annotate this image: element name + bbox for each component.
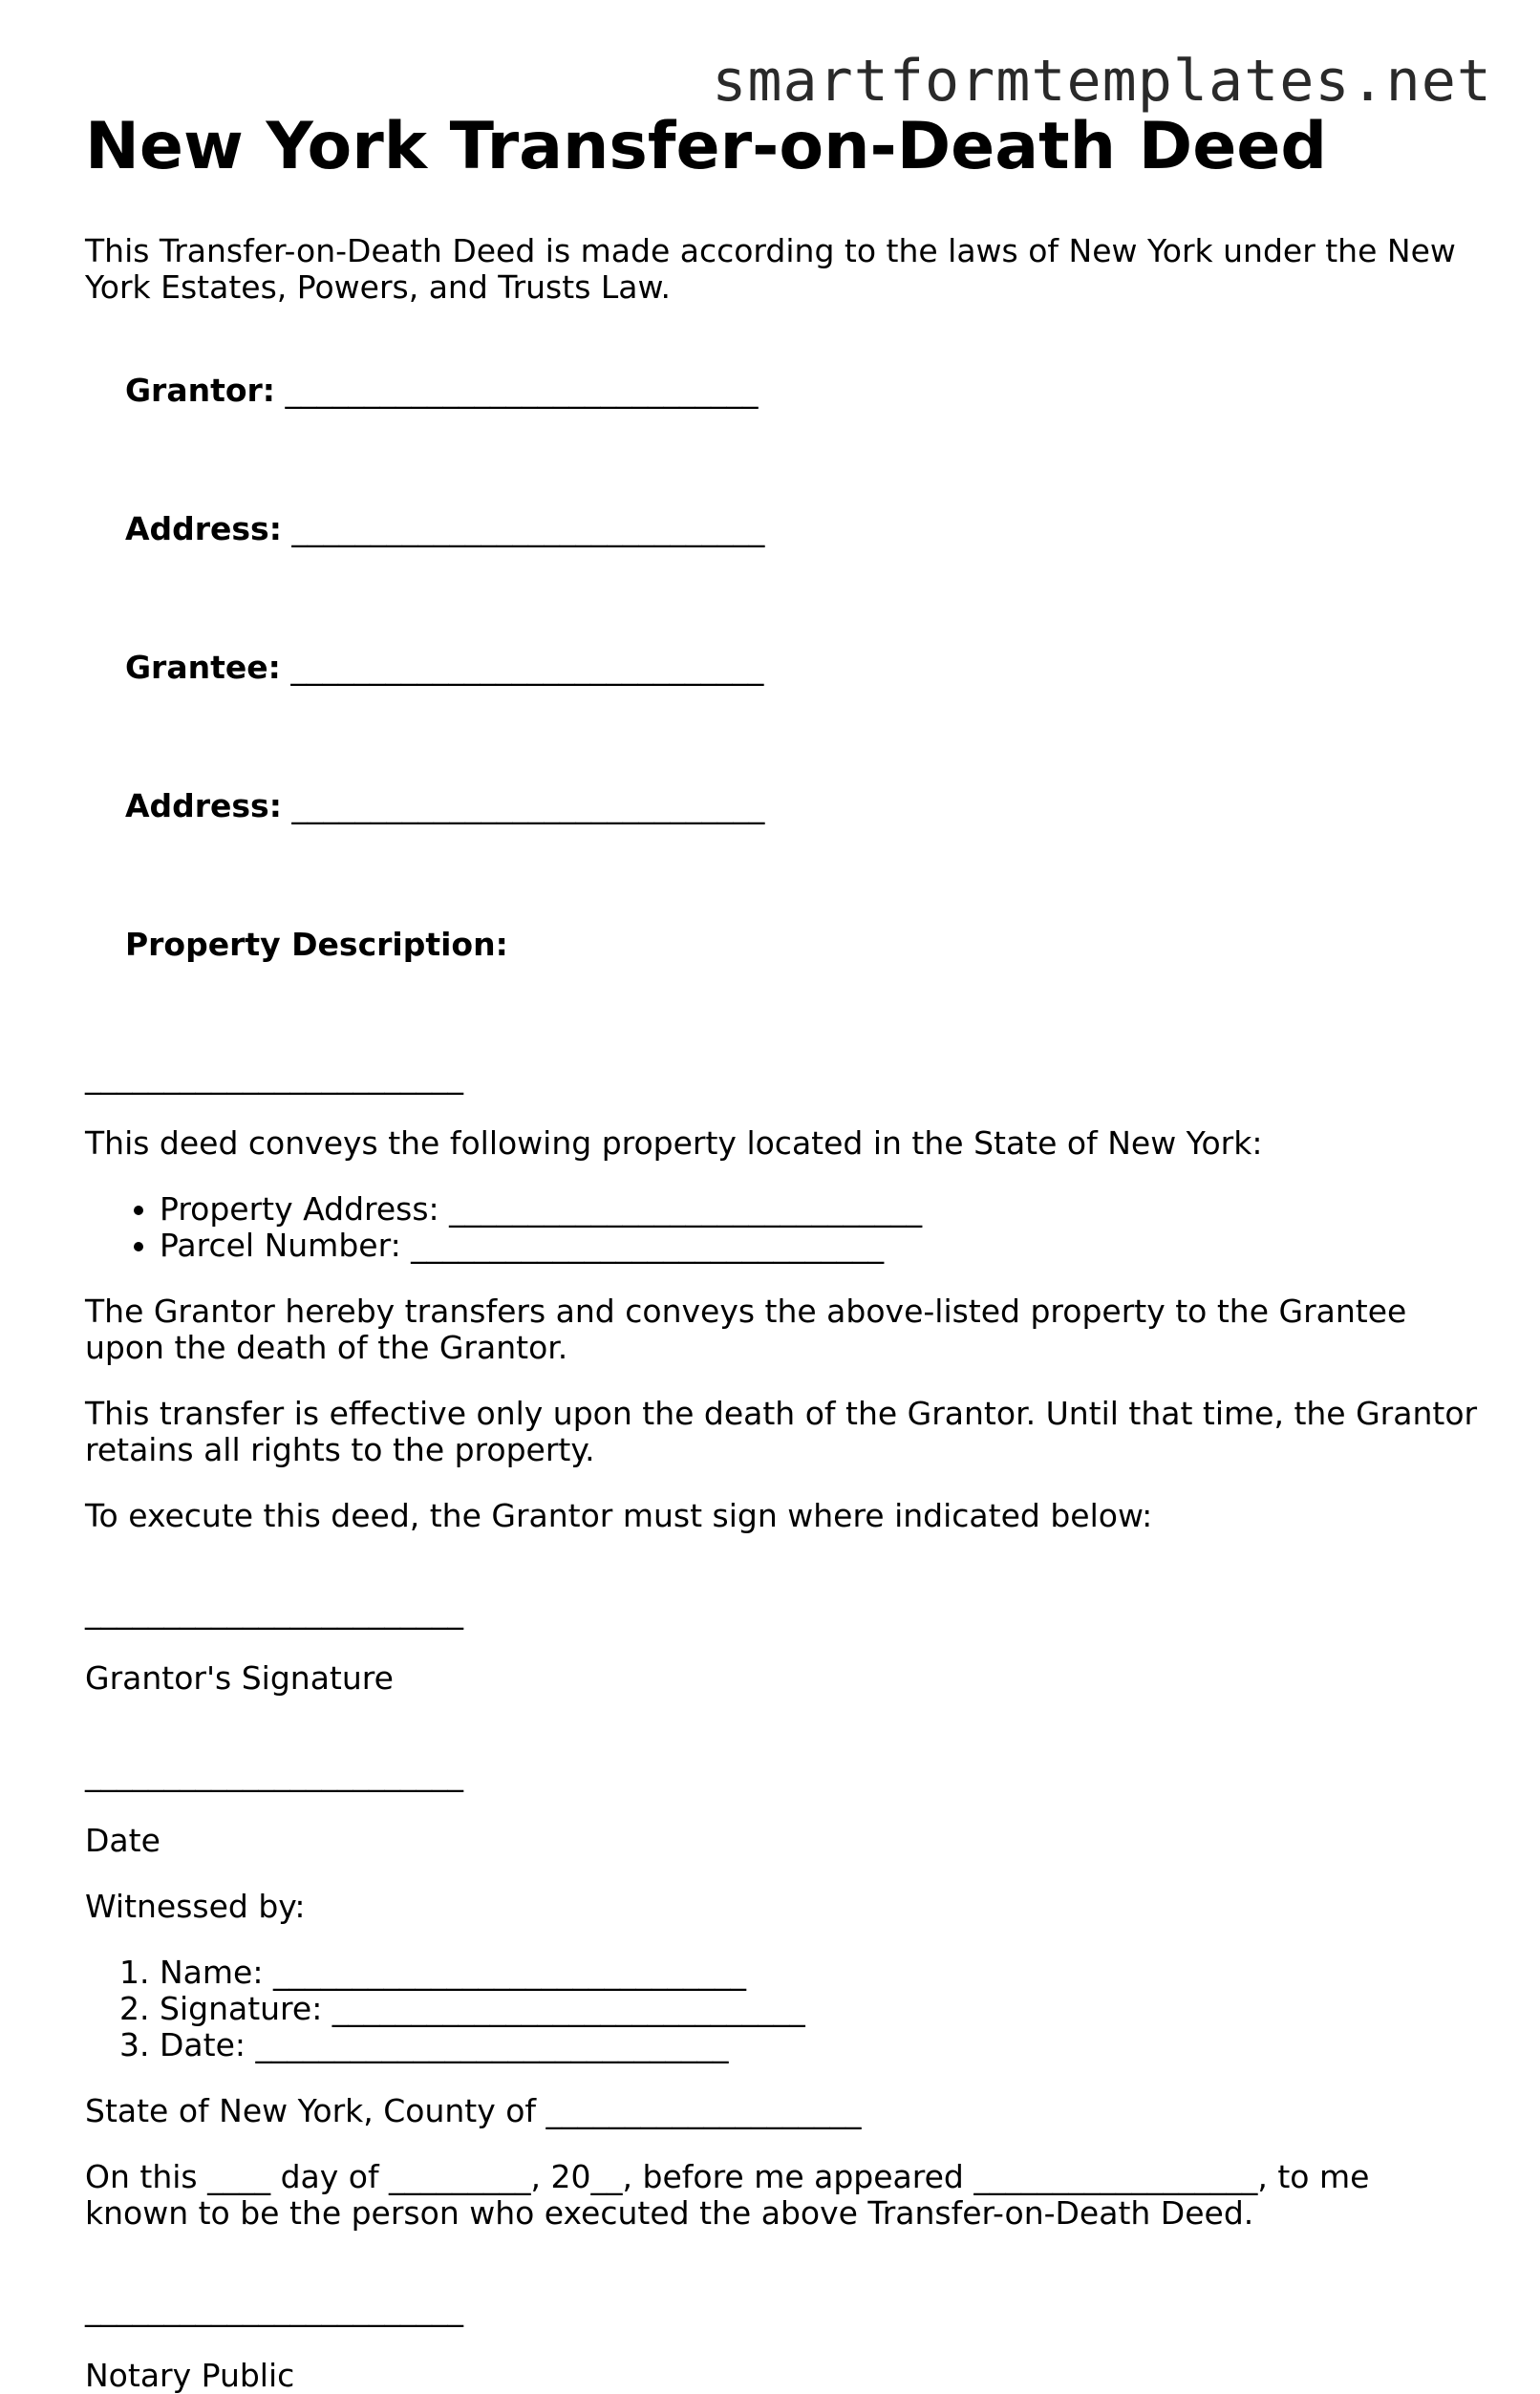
witness-name-item[interactable]: 1. Name: ______________________________ [160, 1955, 1480, 1991]
property-list [85, 1191, 1480, 1264]
grantee-label: Grantee: [124, 649, 281, 686]
notary-signature-blank[interactable]: ________________________ [85, 2290, 463, 2327]
grantee-blank[interactable]: ______________________________ [290, 649, 764, 686]
execute-paragraph: To execute this deed, the Grantor must sign where indicated below: [85, 1497, 1153, 1534]
notary-paragraph[interactable]: On this ____ day of _________, 20__, before me appeared __________________, to me known to be the person who executed the above Transfer-on-Death Deed. [85, 2158, 1380, 2232]
grantor-field[interactable] [85, 336, 1480, 445]
effective-paragraph: This transfer is effective only upon the death of the Grantor. Until that time, the Grantor retains all rights to the property. [85, 1395, 1487, 1468]
document-title: New York Transfer-on-Death Deed [85, 109, 1328, 184]
grantor-signature-blank[interactable]: ________________________ [85, 1592, 463, 1630]
date-label: Date [85, 1822, 160, 1859]
document-body [85, 109, 1487, 2394]
witness-list [85, 1955, 1480, 2063]
grantee-field[interactable] [85, 613, 1480, 722]
grantor-address-label: Address: [124, 510, 282, 547]
property-address-item[interactable]: • Property Address: ______________________________ [160, 1191, 1480, 1228]
grantor-signature-label: Grantor's Signature [85, 1659, 394, 1697]
property-description-heading [85, 890, 1480, 999]
grantor-address-blank[interactable]: ______________________________ [291, 510, 765, 547]
transfer-paragraph: The Grantor hereby transfers and conveys the above-listed property to the Grantee upon the death of the Grantor. [85, 1293, 1417, 1366]
grantee-address-field[interactable] [85, 752, 1480, 861]
witnessed-label: Witnessed by: [85, 1888, 306, 1925]
watermark: smartformtemplates.net [712, 48, 1492, 115]
grantee-address-blank[interactable]: ______________________________ [291, 787, 765, 824]
grantor-blank[interactable]: ______________________________ [285, 372, 759, 409]
grantee-address-label: Address: [124, 787, 282, 824]
date-blank[interactable]: ________________________ [85, 1755, 463, 1792]
intro-paragraph: This Transfer-on-Death Deed is made according to the laws of New York under the New York Estates, Powers, and Trusts Law. [85, 232, 1466, 306]
grantor-address-field[interactable] [85, 475, 1480, 584]
parcel-number-item[interactable]: • Parcel Number: ______________________________ [160, 1228, 1480, 1264]
witness-signature-item[interactable]: 2. Signature: ______________________________ [160, 1991, 1480, 2027]
witness-date-item[interactable]: 3. Date: ______________________________ [160, 2027, 1480, 2063]
notary-label: Notary Public [85, 2357, 295, 2394]
property-description-blank[interactable]: ________________________ [85, 1058, 463, 1095]
property-description-label: Property Description: [124, 926, 508, 963]
conveys-paragraph: This deed conveys the following property located in the State of New York: [85, 1124, 1263, 1162]
grantor-label: Grantor: [124, 372, 276, 409]
county-line[interactable]: State of New York, County of ____________________ [85, 2092, 862, 2129]
